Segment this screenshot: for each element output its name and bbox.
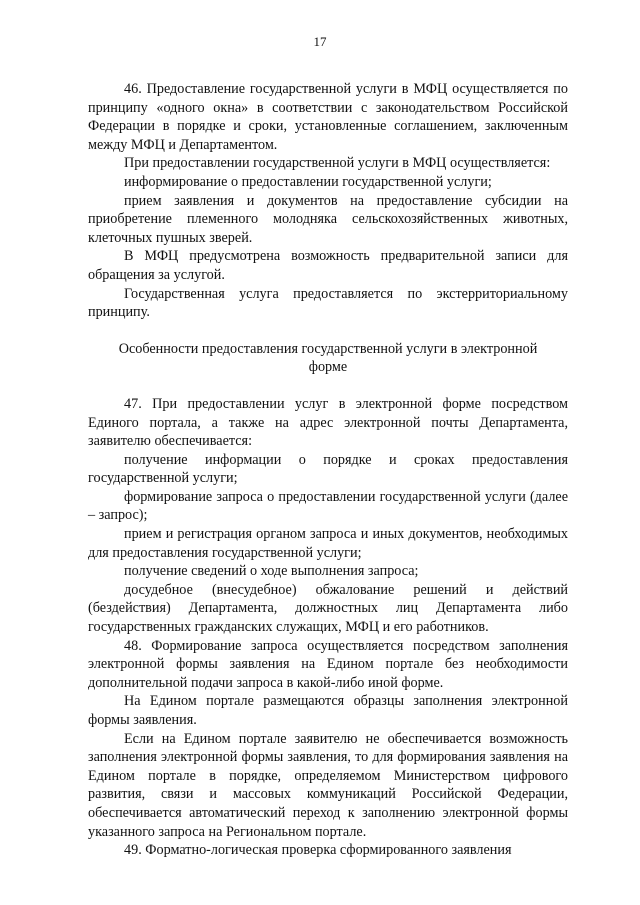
paragraph-request-forming: формирование запроса о предоставлении государственной услуги (далее – запрос); — [88, 488, 568, 524]
paragraph-appeal: досудебное (внесудебное) обжалование решений и действий (бездействия) Департамента, должностных лиц Департамента либо государственных гражданских служащих, МФЦ и его работников. — [88, 581, 568, 636]
paragraph-regional-portal: Если на Едином портале заявителю не обеспечивается возможность заполнения электронной формы заявления, то для формирования заявления на Едином портале в порядке, определяемом Министерством цифрового развития, связи и массовых коммуникаций Российской Федерации, обеспечивается автоматический переход к заполнению электронной формы указанного запроса на Региональном портале. — [88, 730, 568, 840]
paragraph-48: 48. Формирование запроса осуществляется посредством заполнения электронной формы заявления на Едином портале без необходимости дополнительной подачи запроса в какой-либо иной форме. — [88, 637, 568, 691]
paragraph-application-receipt: прием заявления и документов на предоставление субсидии на приобретение племенного молодняка сельскохозяйственных животных, клеточных пушных зверей. — [88, 192, 568, 246]
paragraph-info-order: получение информации о порядке и сроках предоставления государственной услуги; — [88, 451, 568, 487]
paragraph-49: 49. Форматно-логическая проверка сформированного заявления — [124, 842, 512, 859]
paragraph-47: 47. При предоставлении услуг в электронной форме посредством Единого портала, а также на адрес электронной почты Департамента, заявителю обеспечивается: — [88, 395, 568, 450]
paragraph-46: 46. Предоставление государственной услуги в МФЦ осуществляется по принципу «одного окна» в соответствии с законодательством Российской Федерации в порядке и сроки, установленные соглашением, заключенным между МФЦ и Департаментом. — [88, 81, 568, 153]
paragraph-samples: На Едином портале размещаются образцы заполнения электронной формы заявления. — [88, 693, 568, 728]
paragraph-mfc-provides: При предоставлении государственной услуги в МФЦ осуществляется: — [124, 155, 551, 172]
section-heading: Особенности предоставления государственной услуги в электронной форме — [118, 340, 538, 376]
paragraph-extraterritorial: Государственная услуга предоставляется по экстерриториальному принципу. — [88, 285, 568, 321]
body-text — [88, 80, 568, 860]
paragraph-informing: информирование о предоставлении государственной услуги; — [124, 173, 492, 190]
page-number: 17 — [313, 34, 327, 49]
paragraph-pre-registration: В МФЦ предусмотрена возможность предварительной записи для обращения за услугой. — [88, 248, 568, 283]
paragraph-progress-info: получение сведений о ходе выполнения запроса; — [124, 563, 419, 580]
paragraph-registration: прием и регистрация органом запроса и иных документов, необходимых для предоставления государственной услуги; — [88, 526, 568, 561]
